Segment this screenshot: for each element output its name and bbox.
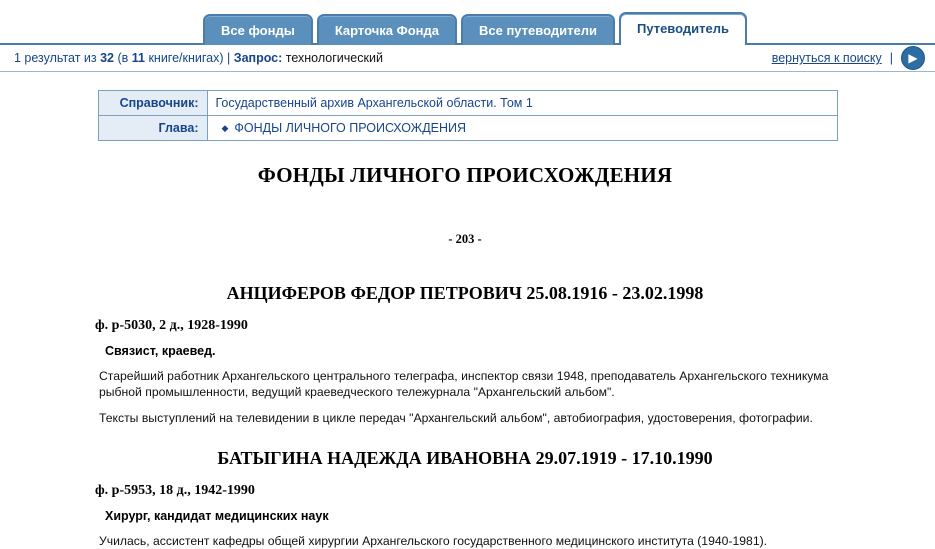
- actions-separator: |: [889, 51, 893, 65]
- tab-fund-card[interactable]: Карточка Фонда: [317, 14, 457, 45]
- chapter-value-cell: [207, 116, 837, 141]
- tab-all-funds[interactable]: Все фонды: [203, 14, 313, 45]
- result-bar: [0, 45, 935, 72]
- entry-meta: ф. р-5030, 2 д., 1928-1990: [95, 318, 248, 333]
- tab-list: [203, 12, 747, 45]
- query-label: Запрос:: [233, 51, 283, 65]
- entry-paragraph: Училась, ассистент кафедры общей хирургии Архангельского государственного медицинского института (1940-1981).: [99, 534, 768, 548]
- result-books-prefix: (в: [114, 51, 132, 65]
- chapter-label: Глава:: [98, 116, 207, 141]
- query-value: технологический: [282, 51, 383, 65]
- result-bar-actions: [772, 46, 925, 70]
- entry-meta: ф. р-5953, 18 д., 1942-1990: [95, 483, 255, 498]
- entry-role: Хирург, кандидат медицинских наук: [105, 509, 329, 523]
- page-number: - 203 -: [448, 232, 482, 246]
- info-table-wrapper: [0, 72, 935, 141]
- entry-anciferov: [95, 283, 835, 426]
- guide-value: Государственный архив Архангельской области. Том 1: [207, 91, 837, 116]
- table-row-chapter: [98, 116, 837, 141]
- tab-guide[interactable]: Путеводитель: [619, 12, 747, 45]
- result-count-total: 32: [100, 51, 115, 65]
- document-body: [0, 141, 935, 549]
- entry-batygina: [95, 448, 835, 549]
- result-count-prefix: 1 результат из: [14, 51, 101, 65]
- entry-paragraph: Старейший работник Архангельского центрального телеграфа, инспектор связи 1948, преподаватель Архангельского техникума рыбной промышленности, ведущий краеведческого тележурнала "Архангельский альбом".: [99, 369, 829, 399]
- result-count: [14, 51, 383, 65]
- back-to-search-link[interactable]: вернуться к поиску: [771, 51, 882, 65]
- tab-bar: [0, 0, 935, 45]
- entry-title: БАТЫГИНА НАДЕЖДА ИВАНОВНА 29.07.1919 - 17.10.1990: [217, 448, 713, 468]
- result-separator: |: [223, 51, 234, 65]
- guide-info-table: [98, 90, 838, 141]
- circle-arrow-right-icon[interactable]: ▶: [901, 46, 925, 70]
- table-row-guide: [98, 91, 837, 116]
- chapter-link[interactable]: ФОНДЫ ЛИЧНОГО ПРОИСХОЖДЕНИЯ: [234, 121, 467, 135]
- tab-all-guides[interactable]: Все путеводители: [461, 14, 615, 45]
- entry-role: Связист, краевед.: [105, 344, 216, 358]
- guide-label: Справочник:: [98, 91, 207, 116]
- entry-paragraph: Тексты выступлений на телевидении в цикле передач "Архангельский альбом", автобиография, удостоверения, фотографии.: [99, 411, 813, 425]
- entry-title: АНЦИФЕРОВ ФЕДОР ПЕТРОВИЧ 25.08.1916 - 23.02.1998: [226, 283, 704, 303]
- diamond-bullet-icon: ◆: [221, 123, 229, 134]
- page-title: ФОНДЫ ЛИЧНОГО ПРОИСХОЖДЕНИЯ: [257, 163, 673, 187]
- result-books-suffix: книге/книгах): [144, 51, 224, 65]
- result-books-count: 11: [131, 51, 145, 65]
